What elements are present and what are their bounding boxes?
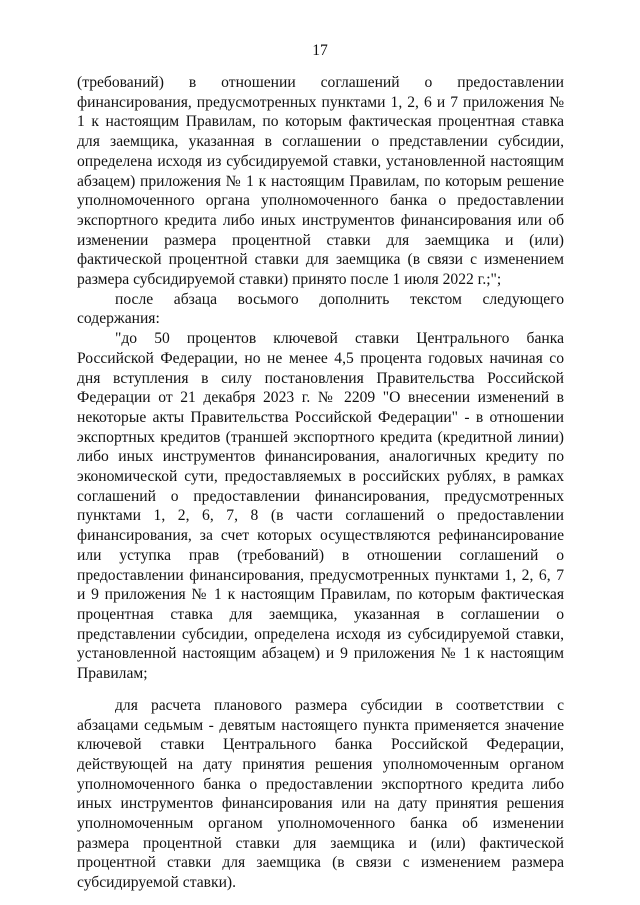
paragraph-inserted-text: "до 50 процентов ключевой ставки Центрального банка Российской Федерации, но не менее 4,5 процента годовых начиная со дня вступления в силу постановления Правительства Российской Федерации от 21 декабря 2023 г. № 2209 "О внесении изменений в некоторые акты Правительства Российской Федерации" - в отношении экспортных кредитов (траншей экспортного кредита (кредитной линии) либо иных инструментов финансирования, аналогичных кредиту по экономической сути, предоставляемых в российских рублях, в рамках соглашений о предоставлении финансирования, предусмотренных пунктами 1, 2, 6, 7, 8 (в части соглашений о предоставлении финансирования, за счет которых осуществляются рефинансирование или уступка прав (требований) в отношении соглашений о предоставлении финансирования, предусмотренных пунктами 1, 2, 6, 7 и 9 приложения № 1 к настоящим Правилам, по которым фактическая процентная ставка для заемщика, указанная в соглашении о представлении субсидии, определена исходя из субсидируемой ставки, установленной настоящим абзацем) и 9 приложения № 1 к настоящим Правилам; [77,330,564,683]
document-body [77,73,564,893]
paragraph-continuation: (требований) в отношении соглашений о предоставлении финансирования, предусмотренных пунктами 1, 2, 6 и 7 приложения № 1 к настоящим Правилам, по которым фактическая процентная ставка для заемщика, указанная в соглашении о представлении субсидии, определена исходя из субсидируемой ставки, установленной настоящим абзацем) приложения № 1 к настоящим Правилам, по которым решение уполномоченного органа уполномоченного банка о предоставлении экспортного кредита либо иных инструментов финансирования или об изменении размера процентной ставки для заемщика и (или) фактической процентной ставки для заемщика (в связи с изменением размера субсидируемой ставки) принято после 1 июля 2022 г.;"; [77,74,564,289]
paragraph-subsidy-calculation: для расчета планового размера субсидии в соответствии с абзацами седьмым - девятым настоящего пункта применяется значение ключевой ставки Центрального банка Российской Федерации, действующей на дату принятия решения уполномоченным органом уполномоченного банка о предоставлении экспортного кредита либо иных инструментов финансирования или на дату принятия решения уполномоченным органом уполномоченного банка об изменении размера процентной ставки для заемщика и (или) фактической процентной ставки для заемщика (в связи с изменением размера субсидируемой ставки). [77,696,564,892]
paragraph-amendment-instruction: после абзаца восьмого дополнить текстом следующего содержания: [77,290,564,328]
page-number: 17 [312,42,328,59]
